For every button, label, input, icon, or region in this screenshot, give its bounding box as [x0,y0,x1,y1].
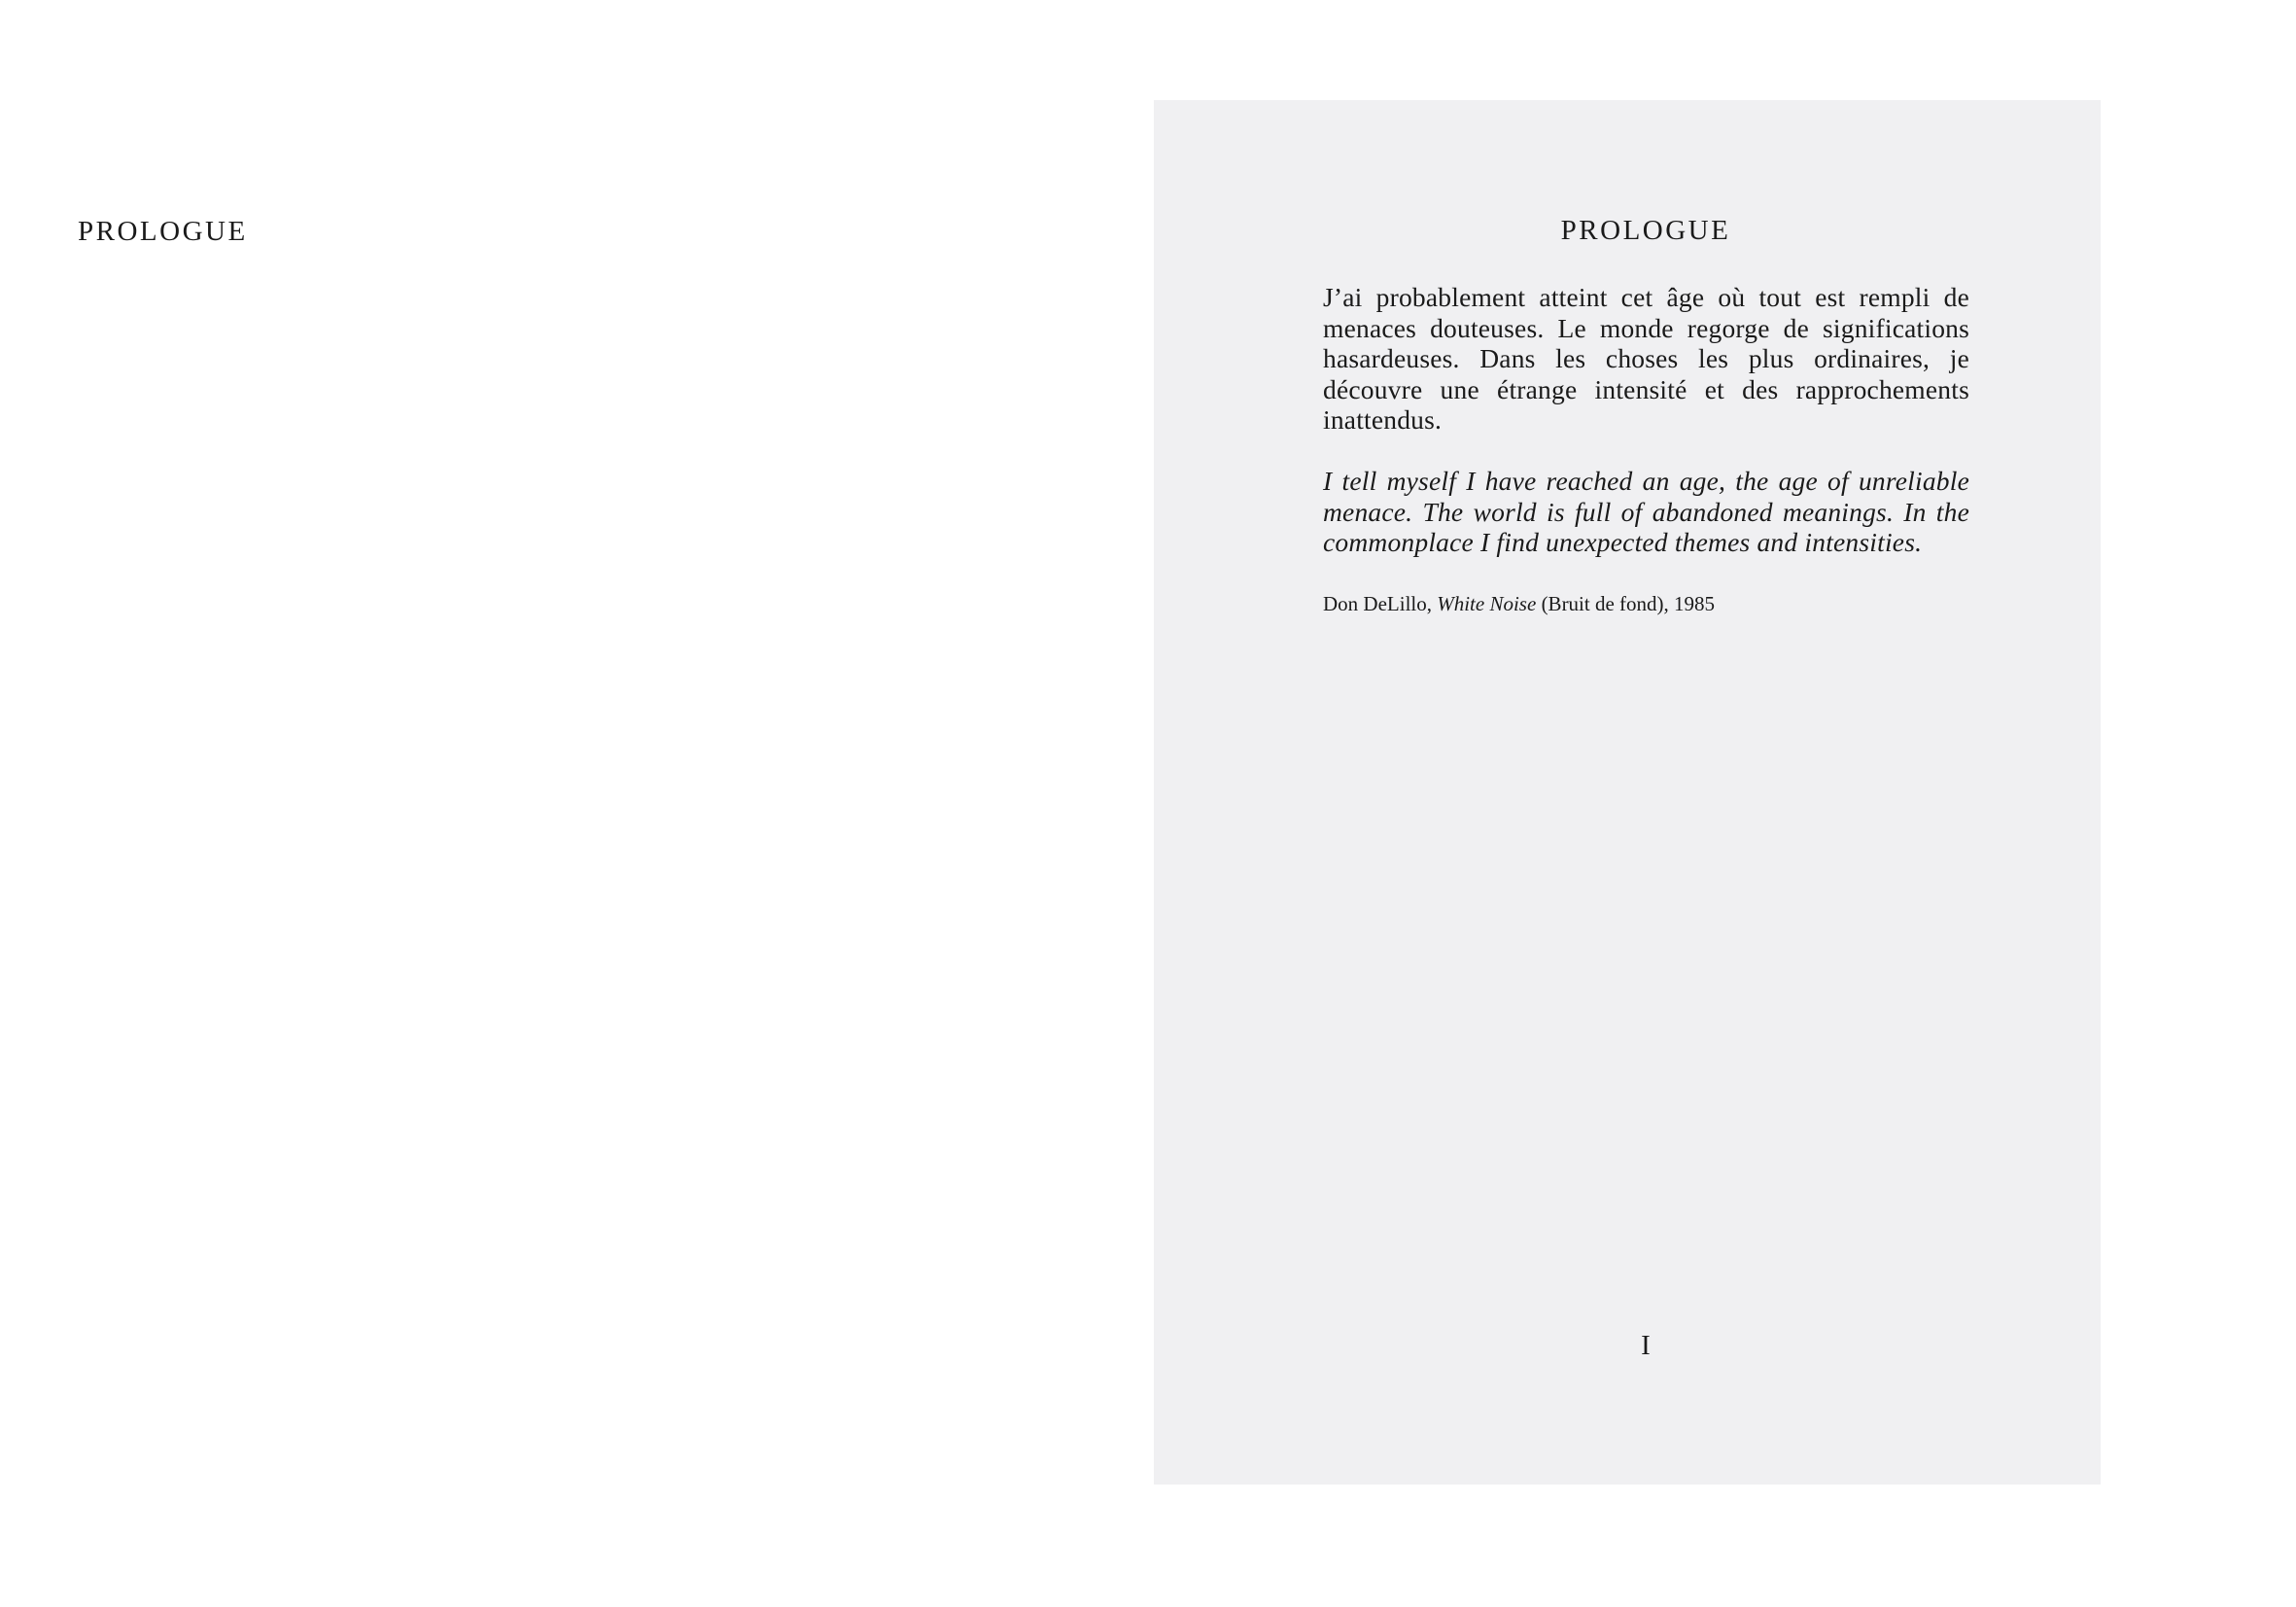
credit-details: (Bruit de fond), 1985 [1541,592,1716,615]
page-title: PROLOGUE [1560,215,1731,246]
prologue-page [1154,100,2101,1485]
quote-french: J’ai probablement atteint cet âge où tout est rempli de menaces douteuses. Le monde regorge de significations hasardeuses. Dans les choses les plus ordinaires, je découvre une étrange intensité et des rapprochements inattendus. [1323,282,1969,435]
page-number: I [1641,1330,1651,1361]
credit-book-title: White Noise [1437,592,1537,615]
left-page-heading: PROLOGUE [78,216,248,247]
quote-credit [1323,591,1969,616]
quote-english: I tell myself I have reached an age, the age of unreliable menace. The world is full of abandoned meanings. In the commonplace I find unexpected themes and intensities. [1323,466,1969,557]
credit-author: Don DeLillo, [1323,592,1432,615]
